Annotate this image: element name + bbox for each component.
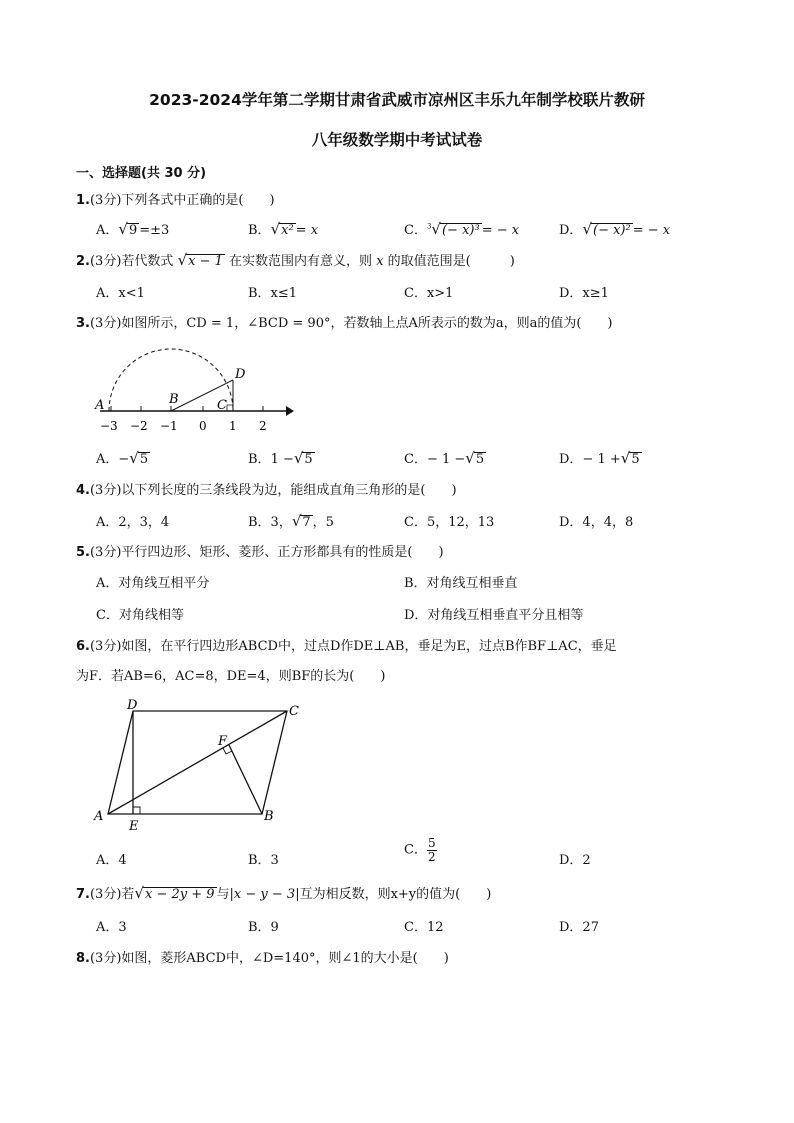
exam-title-line2: 八年级数学期中考试试卷	[311, 131, 483, 149]
radical-sign: √	[465, 449, 475, 467]
q2-option-b[interactable]: B．x≤1	[248, 286, 298, 301]
point-c-label: C	[289, 704, 299, 719]
option-rest: = x	[295, 223, 319, 238]
question-text: 以下列长度的三条线段为边，能组成直角三角形的是( )	[121, 483, 457, 498]
exam-title-line1: 2023-2024学年第二学期甘肃省武威市凉州区丰乐九年制学校联片教研	[149, 91, 645, 109]
q3-option-a[interactable]	[96, 448, 150, 467]
radicand: 5	[631, 452, 640, 467]
option-label: C．	[404, 842, 427, 858]
question-text: 的取值范围是( )	[387, 254, 515, 269]
numerator: 5	[427, 836, 436, 850]
tick-label: −2	[130, 419, 148, 433]
point-b-label: B	[169, 392, 179, 407]
segment-bf	[229, 745, 262, 814]
question-text: 下列各式中正确的是( )	[121, 193, 275, 208]
question-score: (3分)	[89, 887, 122, 902]
option-pre: − 1 −	[426, 452, 466, 467]
question-number: 8.	[76, 951, 90, 966]
question-score: (3分)	[89, 483, 122, 498]
diagonal-ac	[108, 711, 287, 814]
point-b-label: B	[264, 809, 274, 824]
variable: x	[376, 254, 384, 269]
q2-option-c[interactable]: C．x>1	[404, 286, 454, 301]
option-label: C．	[404, 223, 427, 238]
option-label: B．	[248, 452, 271, 467]
option-post: ，5	[312, 515, 334, 530]
option-label: D．	[559, 223, 583, 238]
q4-option-d[interactable]: D．4，4，8	[559, 515, 634, 530]
q5-option-c[interactable]: C．对角线相等	[96, 608, 184, 623]
q6-option-c[interactable]	[404, 837, 437, 863]
option-label: B．	[248, 223, 271, 238]
question-text: 在实数范围内有意义，则	[229, 254, 373, 269]
radical-sign: √	[582, 220, 592, 238]
radicand: (− x)²	[593, 223, 631, 238]
point-e-label: E	[129, 819, 139, 834]
radicand: 5	[139, 452, 149, 467]
radicand: 9	[128, 223, 138, 238]
q2-option-a[interactable]: A．x<1	[96, 286, 145, 301]
tick-label: −1	[160, 419, 178, 433]
radicand: x − 2y + 9	[144, 887, 215, 902]
q1-option-c[interactable]	[404, 219, 519, 238]
point-c-label: C	[217, 398, 227, 413]
q5-option-a[interactable]: A．对角线互相平分	[96, 576, 210, 591]
radicand: x²	[281, 223, 294, 238]
option-label: D．	[559, 452, 583, 467]
radicand: x − 1	[188, 254, 223, 269]
q4-option-a[interactable]: A．2，3，4	[96, 515, 170, 530]
q3-option-d[interactable]	[559, 448, 642, 467]
point-a-label: A	[95, 398, 105, 413]
question-number: 6.	[76, 639, 90, 654]
question-score: (3分)	[89, 316, 122, 331]
point-d-label: D	[235, 367, 246, 382]
option-pre: − 1 +	[582, 452, 621, 467]
question-score: (3分)	[89, 254, 122, 269]
q5-option-d[interactable]: D．对角线互相垂直平分且相等	[404, 608, 584, 623]
question-1	[76, 189, 275, 208]
question-text: 如图，在平行四边形ABCD中，过点D作DE⊥AB，垂足为E，过点B作BF⊥AC，垂足	[121, 639, 617, 654]
question-4	[76, 479, 457, 498]
question-7	[76, 883, 491, 902]
question-text: 平行四边形、矩形、菱形、正方形都具有的性质是( )	[121, 545, 444, 560]
tick-label: 2	[259, 419, 267, 433]
q2-option-d[interactable]: D．x≥1	[559, 286, 609, 301]
question-text: 与	[216, 887, 230, 902]
question-text: 如图，菱形ABCD中，∠D=140°，则∠1的大小是( )	[121, 951, 449, 966]
question-score: (3分)	[89, 639, 122, 654]
radical-sign: √	[134, 884, 144, 902]
question-text: 若	[121, 887, 135, 902]
q1-option-b[interactable]	[248, 219, 318, 238]
radical-sign: √	[270, 220, 281, 238]
question-number: 5.	[76, 545, 90, 560]
number-line-figure	[90, 340, 300, 440]
option-label: C．	[404, 452, 427, 467]
q6-option-a[interactable]: A．4	[96, 853, 127, 868]
q5-option-b[interactable]: B．对角线互相垂直	[404, 576, 518, 591]
radical-sign: √	[291, 512, 302, 530]
option-label: A．	[96, 452, 119, 467]
question-number: 7.	[76, 887, 90, 902]
q7-option-c[interactable]: C．12	[404, 920, 444, 935]
question-6	[76, 635, 617, 654]
q3-option-c[interactable]	[404, 448, 486, 467]
q6-option-b[interactable]: B．3	[248, 853, 279, 868]
question-number: 3.	[76, 316, 90, 331]
absolute-value: |x − y − 3|	[229, 887, 300, 902]
question-3	[76, 312, 613, 331]
option-rest: =±3	[139, 223, 170, 238]
point-a-label: A	[94, 809, 104, 824]
question-text: 若代数式	[121, 254, 174, 269]
point-f-label: F	[218, 734, 228, 749]
root-index: 3	[426, 222, 432, 231]
q4-option-b[interactable]	[248, 511, 334, 530]
option-rest: = − x	[632, 223, 671, 238]
question-text: 互为相反数，则x+y的值为( )	[299, 887, 492, 902]
question-score: (3分)	[89, 193, 122, 208]
section-heading: 一、选择题(共 30 分)	[76, 166, 207, 181]
radical-sign: √	[129, 449, 139, 467]
fraction	[427, 837, 437, 863]
question-text: 如图所示，CD = 1，∠BCD = 90°，若数轴上点A所表示的数为a，则a的值为( )	[121, 316, 613, 331]
point-d-label: D	[127, 698, 138, 713]
parallelogram-figure	[92, 694, 312, 834]
q7-option-a[interactable]: A．3	[96, 920, 127, 935]
tick-label: −3	[100, 419, 118, 433]
option-rest: = − x	[481, 223, 520, 238]
tick-label: 1	[229, 419, 237, 433]
option-pre: B．3，	[248, 515, 292, 530]
q1-option-a[interactable]	[96, 219, 169, 238]
axis-arrow	[286, 406, 294, 416]
radical-sign: √	[177, 251, 188, 269]
option-pre: −	[118, 452, 130, 467]
question-score: (3分)	[89, 545, 122, 560]
radical-sign: √	[118, 220, 128, 238]
radicand: (− x)³	[441, 223, 480, 238]
option-label: A．	[96, 223, 119, 238]
question-6-line2: 为F．若AB=6，AC=8，DE=4，则BF的长为( )	[76, 669, 386, 684]
option-pre: 1 −	[270, 452, 294, 467]
q4-option-c[interactable]: C．5，12，13	[404, 515, 495, 530]
radical-sign: √	[431, 220, 441, 238]
radicand: 5	[304, 452, 313, 467]
radicand: 5	[475, 452, 485, 467]
radicand: 7	[302, 515, 311, 530]
q1-option-d[interactable]	[559, 219, 670, 238]
question-score: (3分)	[89, 951, 122, 966]
q7-option-b[interactable]: B．9	[248, 920, 279, 935]
question-number: 2.	[76, 254, 90, 269]
radical-sign: √	[620, 449, 631, 467]
radical-sign: √	[293, 449, 304, 467]
q3-option-b[interactable]	[248, 448, 315, 467]
question-8	[76, 947, 449, 966]
question-number: 4.	[76, 483, 90, 498]
question-5	[76, 541, 444, 560]
denominator: 2	[427, 849, 436, 864]
q6-option-d[interactable]: D．2	[559, 853, 591, 868]
question-number: 1.	[76, 193, 90, 208]
tick-label: 0	[199, 419, 207, 433]
q7-option-d[interactable]: D．27	[559, 920, 599, 935]
question-2	[76, 250, 515, 269]
